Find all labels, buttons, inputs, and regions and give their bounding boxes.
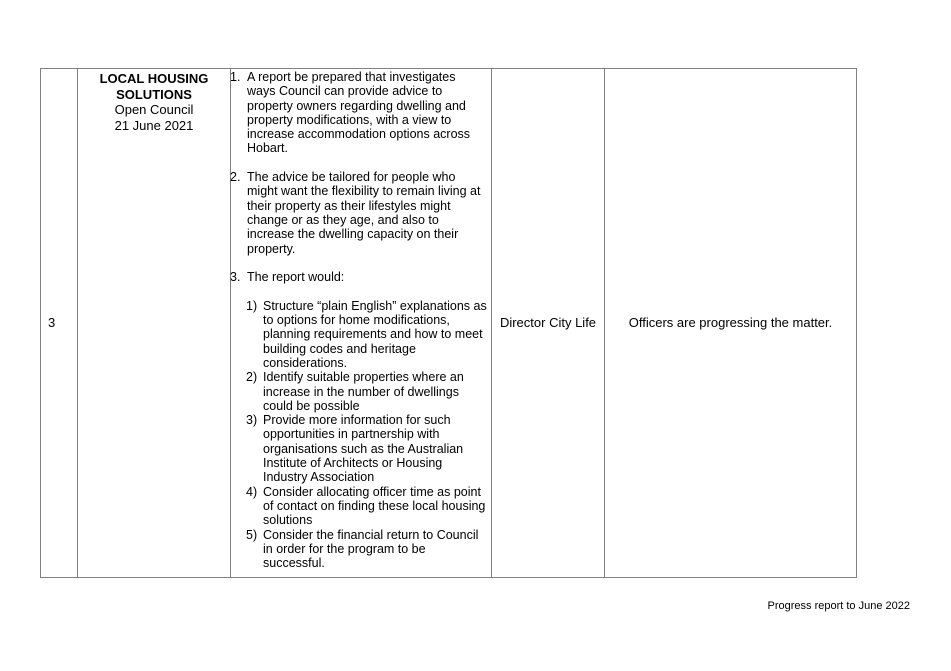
- table-row: [41, 69, 857, 578]
- meeting-date: 21 June 2021: [114, 117, 194, 133]
- responsible-officer: Director City Life: [492, 69, 605, 578]
- list-item-number: 1): [246, 298, 258, 313]
- list-item-number: 4): [246, 484, 258, 499]
- resolution-paragraph: [231, 170, 487, 256]
- list-item-number: 5): [246, 527, 258, 542]
- item-title: LOCAL HOUSING: [99, 71, 209, 86]
- paragraph-number: 2.: [230, 170, 241, 185]
- list-item: [231, 299, 487, 370]
- list-item-text: Consider the financial return to Council in order for the program to be successful.: [263, 527, 479, 571]
- item-title-2: SOLUTIONS: [116, 86, 192, 102]
- paragraph-number: 1.: [230, 70, 241, 84]
- meeting-type: Open Council: [114, 102, 194, 117]
- status-text: Officers are progressing the matter.: [605, 69, 857, 578]
- list-item-text: Identify suitable properties where an increase in the number of dwellings could be possible: [263, 370, 464, 413]
- resolution-paragraph: [231, 70, 487, 156]
- list-item-text: Consider allocating officer time as point of contact on finding these local housing solutions: [263, 484, 486, 528]
- paragraph-number: 3.: [230, 270, 241, 285]
- list-item-text: Structure “plain English” explanations as to options for home modifications, planning requirements and how to meet building codes and heritage considerations.: [263, 298, 487, 370]
- paragraph-text: A report be prepared that investigates ways Council can provide advice to property owners regarding dwelling and property modifications, with a view to increase accommodation options across Hobart.: [247, 70, 471, 156]
- list-item-text: Provide more information for such opportunities in partnership with organisations such as the Australian Institute of Architects or Housing Industry Association: [263, 413, 464, 485]
- list-item-number: 3): [246, 413, 258, 428]
- item-number: 3: [41, 69, 78, 578]
- list-item-number: 2): [246, 370, 258, 385]
- list-item: [231, 485, 487, 528]
- resolutions-table: [40, 68, 857, 578]
- list-item: [231, 370, 487, 413]
- resolution-cell: [231, 69, 492, 578]
- list-item: [231, 528, 487, 571]
- paragraph-text: The advice be tailored for people who might want the flexibility to remain living at their property as their lifestyles might change or as they age, and also to increase the dwelling capacity on their property.: [247, 170, 481, 256]
- item-title-cell: [78, 69, 231, 578]
- resolution-paragraph: [231, 270, 487, 284]
- paragraph-text: The report would:: [247, 270, 345, 285]
- page-footer: Progress report to June 2022: [767, 600, 910, 612]
- list-item: [231, 413, 487, 484]
